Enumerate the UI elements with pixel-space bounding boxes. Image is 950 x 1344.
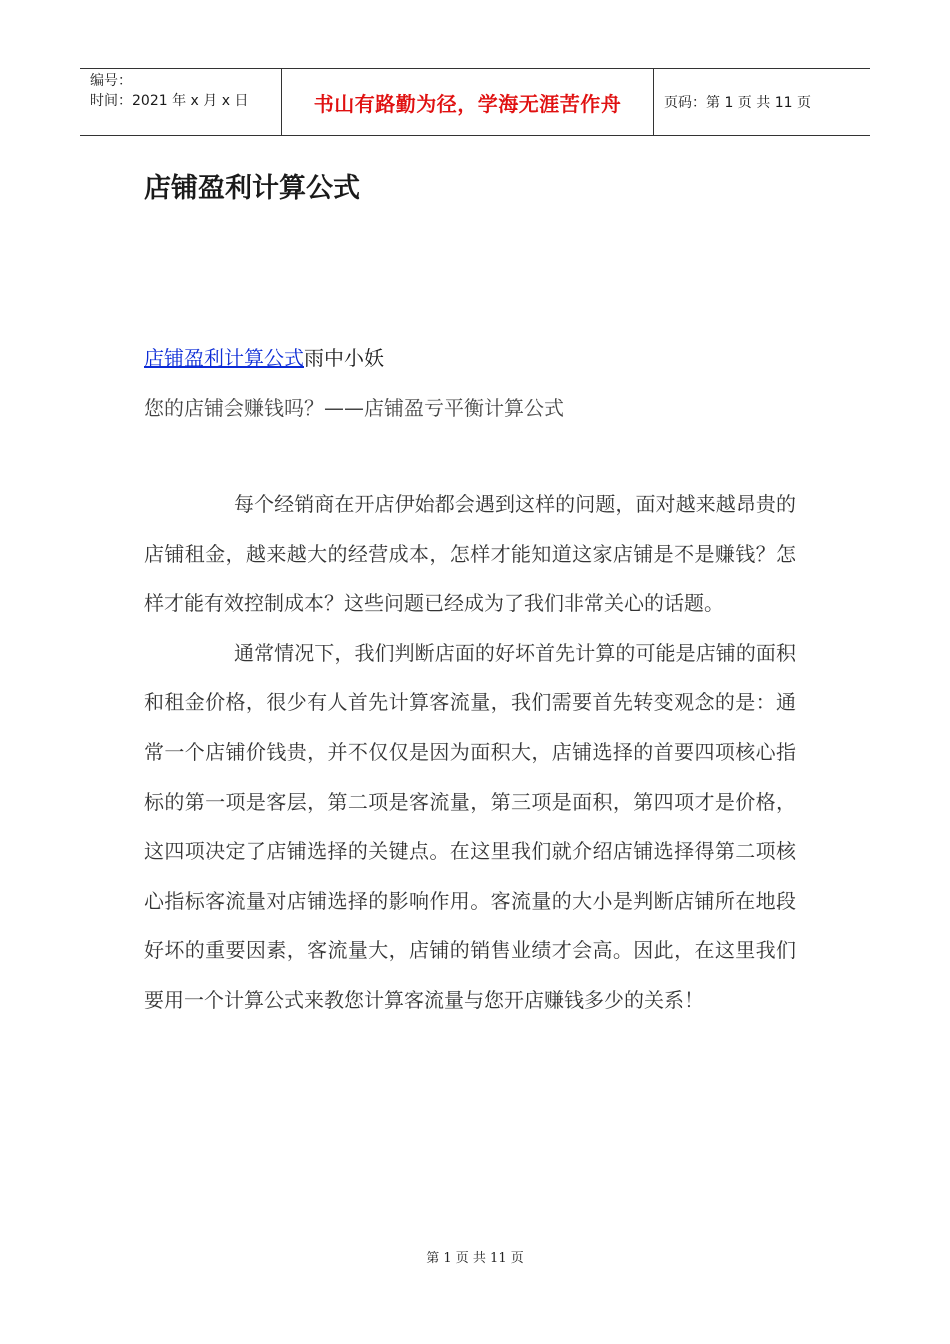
page-title: 店铺盈利计算公式 bbox=[144, 173, 360, 204]
page-footer: 第 1 页 共 11 页 bbox=[426, 1251, 524, 1266]
header-table bbox=[80, 68, 870, 136]
body-text bbox=[144, 480, 796, 1026]
paragraph: 通常情况下，我们判断店面的好坏首先计算的可能是店铺的面积和租金价格，很少有人首先计算客流量，我们需要首先转变观念的是：通常一个店铺价钱贵，并不仅仅是因为面积大，店铺选择的首要四项核心指标的第一项是客层，第二项是客流量，第三项是面积，第四项才是价格，这四项决定了店铺选择的关键点。在这里我们就介绍店铺选择得第二项核心指标客流量对店铺选择的影响作用。客流量的大小是判断店铺所在地段好坏的重要因素，客流量大，店铺的销售业绩才会高。因此，在这里我们要用一个计算公式来教您计算客流量与您开店赚钱多少的关系！ bbox=[144, 640, 796, 1012]
header-meta-cell bbox=[80, 69, 282, 135]
author-name: 雨中小妖 bbox=[304, 346, 384, 370]
title-link[interactable]: 店铺盈利计算公式 bbox=[144, 346, 304, 370]
document-number-label: 编号： bbox=[90, 73, 132, 89]
header-page-info: 页码：第 1 页 共 11 页 bbox=[664, 95, 811, 111]
subtitle-line bbox=[144, 342, 384, 371]
header-motto: 书山有路勤为径，学海无涯苦作舟 bbox=[282, 69, 654, 135]
document-date-label: 时间：2021 年 x 月 x 日 bbox=[90, 93, 249, 109]
intro-line: 您的店铺会赚钱吗？——店铺盈亏平衡计算公式 bbox=[144, 396, 564, 420]
paragraph: 每个经销商在开店伊始都会遇到这样的问题，面对越来越昂贵的店铺租金，越来越大的经营成本，怎样才能知道这家店铺是不是赚钱？怎样才能有效控制成本？这些问题已经成为了我们非常关心的话题。 bbox=[144, 492, 796, 616]
